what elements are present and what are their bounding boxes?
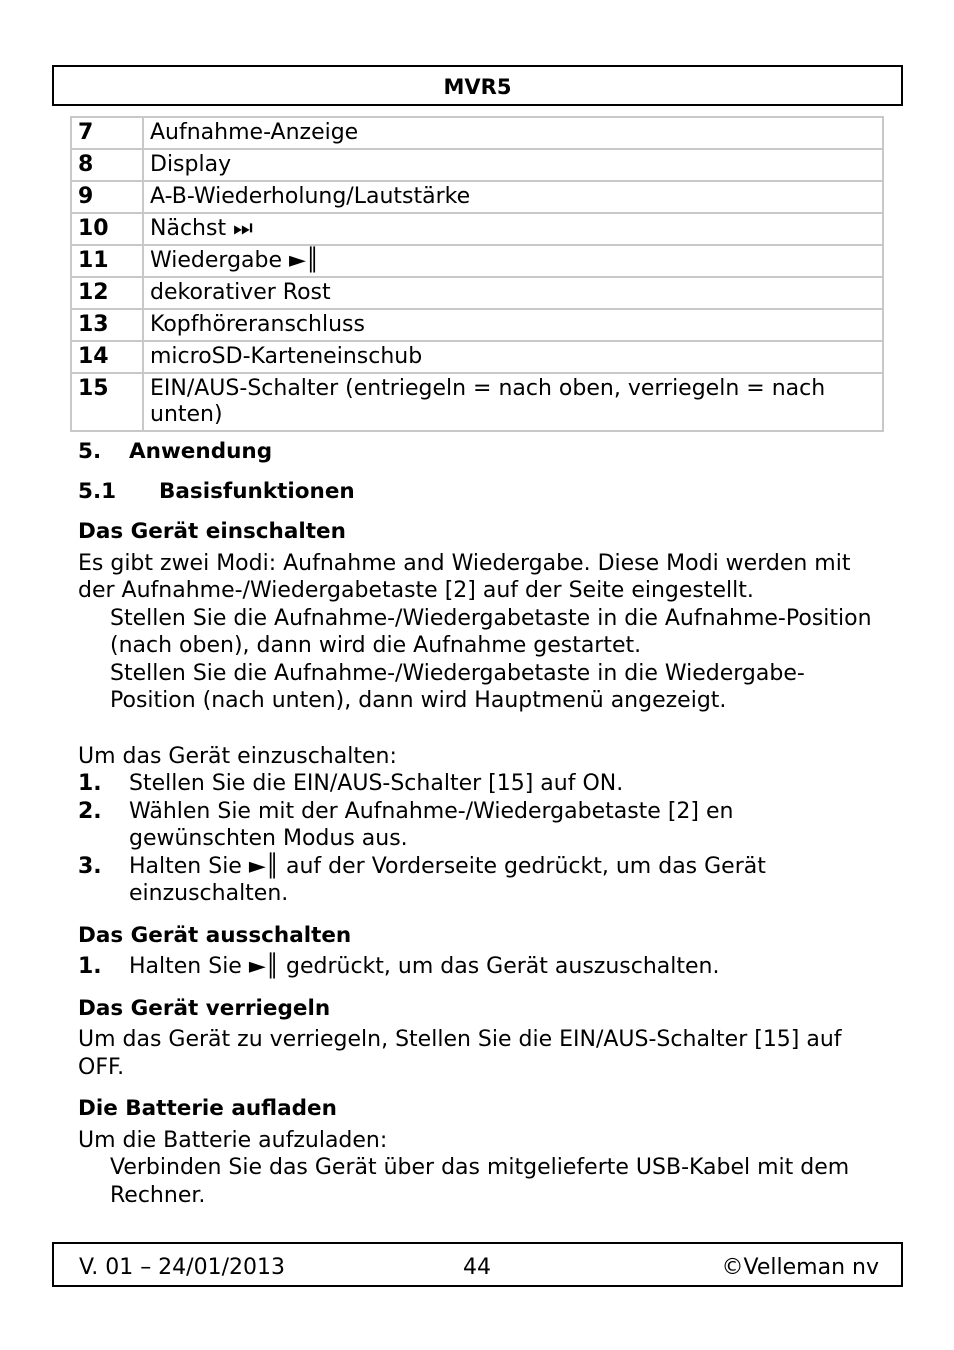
table-row [71, 213, 883, 245]
switch-on-lead: Um das Gerät einzuschalten: [78, 743, 397, 769]
table-row [71, 117, 883, 149]
step-number: 1. [78, 954, 102, 979]
list-item [78, 853, 878, 908]
switch-on-heading: Das Gerät einschalten [78, 519, 346, 544]
switch-on-bullet: Stellen Sie die Aufnahme-/Wiedergabetaste in die Wiedergabe-Position (nach unten), dann wird Hauptmenü angezeigt. [110, 660, 805, 713]
footer-copyright: ©Velleman nv [721, 1255, 879, 1280]
part-number: 13 [71, 309, 143, 341]
section-number: 5. [78, 439, 102, 464]
step-text: Stellen Sie die EIN/AUS-Schalter [15] auf ON. [129, 771, 624, 796]
table-row [71, 245, 883, 277]
step-text: Wählen Sie mit der Aufnahme-/Wiedergabetaste [2] en gewünschten Modus aus. [129, 798, 734, 851]
list-item [78, 953, 878, 981]
part-number: 15 [71, 373, 143, 431]
table-row [71, 181, 883, 213]
battery-lead: Um die Batterie aufzuladen: [78, 1127, 388, 1153]
part-label: Aufnahme-Anzeige [143, 117, 883, 149]
table-row [71, 309, 883, 341]
subsection-heading [78, 478, 878, 506]
table-row [71, 341, 883, 373]
part-label: Kopfhöreranschluss [143, 309, 883, 341]
part-number: 8 [71, 149, 143, 181]
part-label: microSD-Karteneinschub [143, 341, 883, 373]
section-title: Anwendung [129, 439, 273, 464]
switch-on-intro: Es gibt zwei Modi: Aufnahme and Wiedergabe. Diese Modi werden mit der Aufnahme-/Wiedergabetaste [2] auf der Seite eingestellt. [78, 550, 851, 603]
lock-heading: Das Gerät verriegeln [78, 995, 331, 1021]
table-row [71, 277, 883, 309]
part-number: 10 [71, 213, 143, 245]
part-label: Display [143, 149, 883, 181]
switch-on-bullet: Stellen Sie die Aufnahme-/Wiedergabetaste in die Aufnahme-Position (nach oben), dann wird die Aufnahme gestartet. [110, 605, 872, 658]
part-number: 9 [71, 181, 143, 213]
lock-text: Um das Gerät zu verriegeln, Stellen Sie die EIN/AUS-Schalter [15] auf OFF. [78, 1027, 842, 1080]
table-row [71, 149, 883, 181]
header-title: MVR5 [443, 75, 512, 99]
part-number: 12 [71, 277, 143, 309]
part-label: EIN/AUS-Schalter (entriegeln = nach oben, verriegeln = nach unten) [143, 373, 883, 431]
step-number: 2. [78, 798, 102, 824]
switch-off-steps [78, 953, 878, 981]
step-number: 3. [78, 853, 102, 879]
section-heading [78, 438, 878, 466]
switch-off-heading: Das Gerät ausschalten [78, 922, 352, 948]
switch-on-steps [78, 770, 878, 908]
part-number: 14 [71, 341, 143, 373]
step-number: 1. [78, 771, 102, 796]
battery-bullet: Verbinden Sie das Gerät über das mitgelieferte USB-Kabel mit dem Rechner. [110, 1155, 850, 1208]
step-text: Halten Sie ►║ gedrückt, um das Gerät auszuschalten. [129, 954, 720, 979]
footer-page-number: 44 [463, 1255, 491, 1280]
step-text: Halten Sie ►║ auf der Vorderseite gedrückt, um das Gerät einzuschalten. [129, 853, 766, 906]
list-item [78, 798, 878, 853]
parts-table [70, 116, 884, 432]
part-label: A-B-Wiederholung/Lautstärke [143, 181, 883, 213]
part-number: 11 [71, 245, 143, 277]
list-item [78, 770, 878, 798]
subsection-title: Basisfunktionen [159, 478, 355, 504]
main-content [78, 438, 878, 1209]
part-label: dekorativer Rost [143, 277, 883, 309]
part-label: Wiedergabe ►║ [143, 245, 883, 277]
part-label: Nächst ⏭ [143, 213, 883, 245]
table-row [71, 373, 883, 431]
part-number: 7 [71, 117, 143, 149]
subsection-number: 5.1 [78, 478, 117, 504]
battery-heading: Die Batterie aufladen [78, 1096, 337, 1121]
footer-version: V. 01 – 24/01/2013 [79, 1255, 285, 1280]
page-footer [52, 1242, 903, 1287]
page-header [52, 65, 903, 106]
